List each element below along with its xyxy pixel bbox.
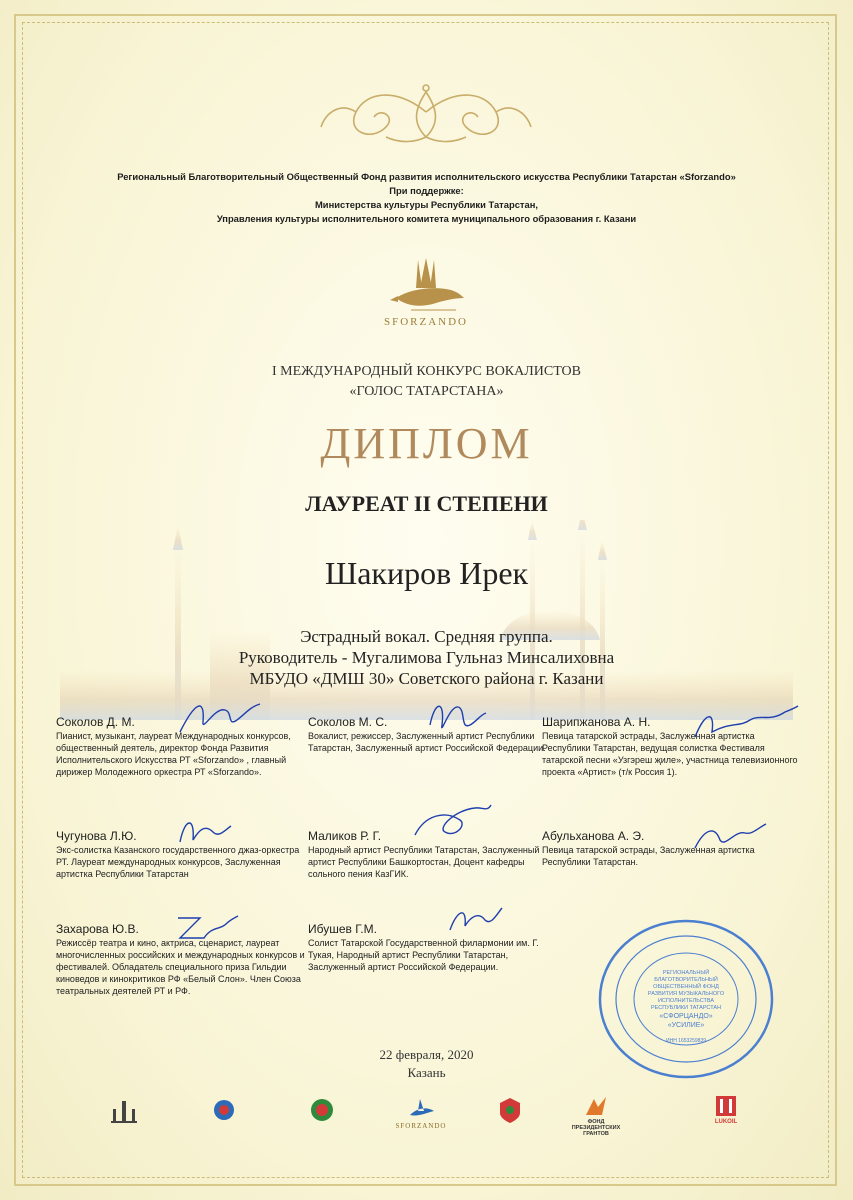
bird-icon bbox=[406, 1095, 436, 1121]
sponsor-logo bbox=[106, 1095, 142, 1135]
jury-member bbox=[542, 716, 802, 778]
svg-text:ИНН 1653259839: ИНН 1653259839 bbox=[665, 1038, 707, 1044]
issue-date-block bbox=[40, 1046, 813, 1082]
recipient-name: Шакиров Ирек bbox=[324, 555, 529, 591]
jury-name: Соколов Д. М. bbox=[56, 715, 135, 729]
contest-title bbox=[40, 362, 813, 402]
sponsor-logo bbox=[304, 1095, 340, 1135]
sponsor-text: ФОНД ПРЕЗИДЕНТСКИХ ГРАНТОВ bbox=[571, 1119, 621, 1137]
org-line-4: Управления культуры исполнительного комитета муниципального образования г. Казани bbox=[216, 213, 637, 224]
sponsor-text: LUKOIL bbox=[714, 1119, 738, 1125]
category-info bbox=[40, 626, 813, 689]
org-line-2: При поддержке: bbox=[389, 185, 464, 196]
org-line-3: Министерства культуры Республики Татарстан, bbox=[315, 199, 538, 210]
jury-member bbox=[56, 716, 306, 778]
svg-text:ИСПОЛНИТЕЛЬСТВА: ИСПОЛНИТЕЛЬСТВА bbox=[657, 998, 715, 1004]
sponsor-logo bbox=[206, 1095, 242, 1135]
sforzando-logo bbox=[376, 248, 476, 338]
svg-text:РЕГИОНАЛЬНЫЙ: РЕГИОНАЛЬНЫЙ bbox=[662, 970, 710, 976]
category-line-1: Эстрадный вокал. Средняя группа. bbox=[300, 627, 553, 646]
issue-date: 22 февраля, 2020 bbox=[379, 1047, 474, 1062]
city-emblem-icon bbox=[495, 1095, 525, 1125]
jury-desc: Экс-солистка Казанского государственного джаз-оркестра РТ. Лауреат международных конкурсов, Заслуженная артистка Республики Татарстан bbox=[56, 845, 300, 879]
jury-desc: Режиссёр театра и кино, актриса, сценарист, лауреат многочисленных российских и международных конкурсов и фестивалей. Обладатель специального приза Гильдии киноведов и кинокритиков РФ «Белый Слон». Член Союза театральных деятелей РТ и РФ. bbox=[56, 938, 305, 996]
emblem-logo-icon bbox=[209, 1095, 239, 1125]
sponsor-text: SFORZANDO bbox=[395, 1122, 447, 1130]
organizers bbox=[40, 170, 813, 226]
sponsor-logo bbox=[492, 1095, 528, 1135]
jury-desc: Народный артист Республики Татарстан, Заслуженный артист Республики Башкортостан, Доцент кафедры сольного пения КазГИК. bbox=[308, 845, 540, 879]
kremlin-logo-icon bbox=[109, 1095, 139, 1125]
logo-text: SFORZANDO bbox=[383, 316, 468, 328]
jury-desc: Пианист, музыкант, лауреат Международных конкурсов, общественный деятель, директор Фонда Развития Исполнительского Искусства РТ «Sforzando» , главный дирижер Молодежного оркестра РТ «Sforzando». bbox=[56, 731, 291, 777]
jury-desc: Певица татарской эстрады, Заслуженная артистка Республики Татарстан. bbox=[542, 845, 755, 867]
jury-name: Абульханова А. Э. bbox=[542, 829, 645, 843]
category-line-3: МБУДО «ДМШ 30» Советского района г. Казани bbox=[249, 669, 604, 688]
jury-name: Маликов Р. Г. bbox=[308, 829, 382, 843]
jury-desc: Вокалист, режиссер, Заслуженный артист Республики Татарстан, Заслуженный артист Российской Федерации. bbox=[308, 731, 546, 753]
lukoil-logo-icon bbox=[715, 1095, 737, 1117]
tatarstan-emblem-icon bbox=[307, 1095, 337, 1125]
svg-text:РАЗВИТИЯ МУЗЫКАЛЬНОГО: РАЗВИТИЯ МУЗЫКАЛЬНОГО bbox=[647, 991, 725, 997]
org-line-1: Региональный Благотворительный Общественный Фонд развития исполнительского искусства Республики Татарстан «Sforzando» bbox=[117, 171, 736, 182]
jury-member bbox=[308, 830, 558, 880]
bird-icon bbox=[376, 248, 476, 318]
jury-desc: Певица татарской эстрады, Заслуженная артистка Республики Татарстан, ведущая солистка Фестиваля татарской песни «Узгэреш җиле», участница телевизионного проекта «Артист» (т/к Россия 1). bbox=[542, 731, 798, 777]
jury-member bbox=[308, 716, 558, 754]
sponsor-logo bbox=[566, 1095, 626, 1135]
svg-text:«УСИЛИЕ»: «УСИЛИЕ» bbox=[667, 1022, 705, 1029]
svg-text:ОБЩЕСТВЕННЫЙ ФОНД: ОБЩЕСТВЕННЫЙ ФОНД bbox=[653, 984, 719, 990]
svg-text:БЛАГОТВОРИТЕЛЬНЫЙ: БЛАГОТВОРИТЕЛЬНЫЙ bbox=[654, 977, 718, 983]
jury-member bbox=[308, 923, 558, 973]
jury-name: Ибушев Г.М. bbox=[308, 922, 377, 936]
svg-text:«СФОРЦАНДО»: «СФОРЦАНДО» bbox=[659, 1013, 713, 1020]
jury-desc: Солист Татарской Государственной филармонии им. Г. Тукая, Народный артист Республики Татарстан, Заслуженный артист Российской Федерации. bbox=[308, 938, 539, 972]
jury-name: Чугунова Л.Ю. bbox=[56, 829, 137, 843]
issue-city: Казань bbox=[407, 1065, 446, 1080]
jury-member bbox=[542, 830, 802, 868]
sponsor-logo bbox=[708, 1095, 744, 1135]
top-ornament bbox=[316, 82, 536, 152]
diploma-title: ДИПЛОМ bbox=[320, 419, 533, 468]
kazan-skyline bbox=[60, 520, 793, 720]
sponsor-logos bbox=[96, 1095, 756, 1135]
category-line-2: Руководитель - Мугалимова Гульназ Минсалиховна bbox=[238, 648, 615, 667]
jury-name: Шарипжанова А. Н. bbox=[542, 715, 651, 729]
sponsor-logo bbox=[386, 1095, 456, 1135]
contest-line-2: «ГОЛОС ТАТАРСТАНА» bbox=[349, 384, 504, 399]
jury-member bbox=[56, 830, 306, 880]
laureate-degree: ЛАУРЕАТ II СТЕПЕНИ bbox=[305, 491, 548, 516]
jury-member bbox=[56, 923, 306, 997]
svg-text:РЕСПУБЛИКИ ТАТАРСТАН: РЕСПУБЛИКИ ТАТАРСТАН bbox=[650, 1005, 722, 1011]
jury-name: Захарова Ю.В. bbox=[56, 922, 139, 936]
contest-line-1: I МЕЖДУНАРОДНЫЙ КОНКУРС ВОКАЛИСТОВ bbox=[271, 364, 582, 379]
jury-name: Соколов М. С. bbox=[308, 715, 388, 729]
grants-fund-icon bbox=[584, 1095, 608, 1117]
